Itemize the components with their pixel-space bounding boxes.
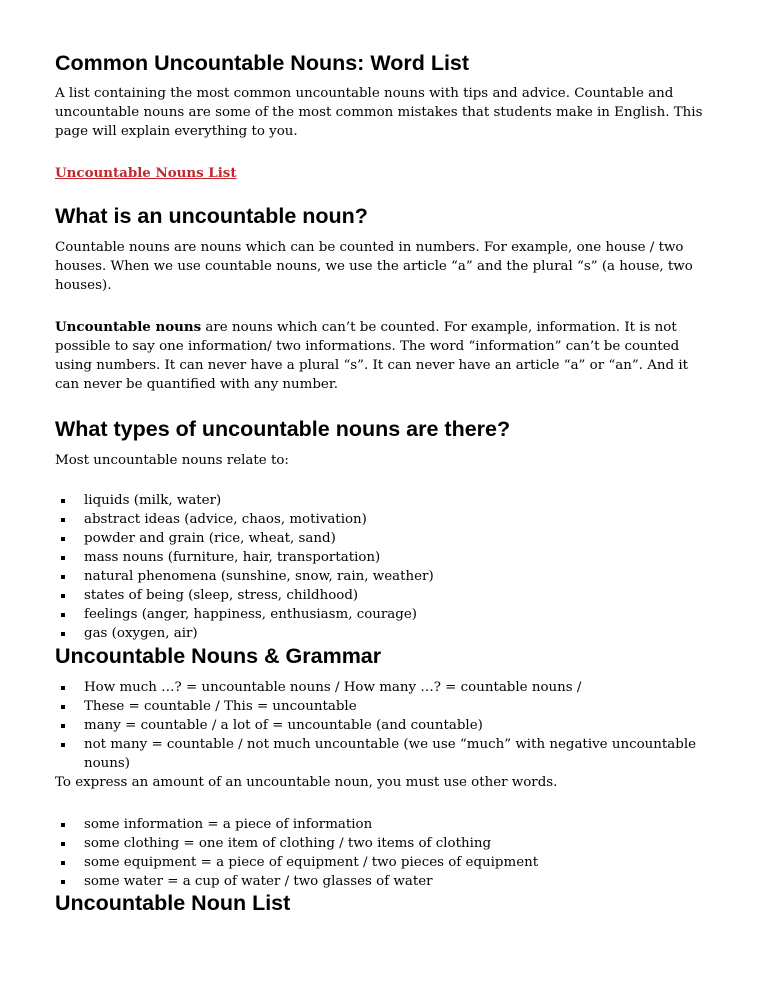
section-heading-what-is: What is an uncountable noun?: [55, 204, 368, 228]
uncountable-nouns-term: Uncountable nouns: [55, 319, 202, 335]
section-heading-grammar: Uncountable Nouns & Grammar: [55, 644, 382, 668]
list-item: some water = a cup of water / two glasses of water: [55, 872, 715, 891]
amount-note: To express an amount of an uncountable noun, you must use other words.: [55, 775, 558, 790]
list-item: feelings (anger, happiness, enthusiasm, courage): [55, 605, 715, 624]
types-intro: Most uncountable nouns relate to:: [55, 453, 289, 468]
uncountable-nouns-list-link[interactable]: Uncountable Nouns List: [55, 165, 237, 181]
list-item: powder and grain (rice, wheat, sand): [55, 529, 715, 548]
uncountable-definition-text: are nouns which can’t be counted. For example, information. It is not possible to say one information/ two informations. The word “information” can’t be counted using numbers. It can never have a plural “s”. It can never have an article “a” or “an”. And it can never be quantified with any number.: [55, 320, 688, 392]
list-item: many = countable / a lot of = uncountable (and countable): [55, 716, 715, 735]
section-heading-types: What types of uncountable nouns are there?: [55, 417, 511, 441]
list-item: some information = a piece of information: [55, 815, 715, 834]
list-item: abstract ideas (advice, chaos, motivation): [55, 510, 715, 529]
section-heading-noun-list: Uncountable Noun List: [55, 891, 291, 915]
list-item: gas (oxygen, air): [55, 624, 715, 643]
uncountable-definition-paragraph: [55, 318, 715, 394]
list-item: These = countable / This = uncountable: [55, 697, 715, 716]
grammar-list: [55, 678, 715, 773]
amount-examples-list: [55, 815, 715, 891]
list-item: natural phenomena (sunshine, snow, rain, weather): [55, 567, 715, 586]
list-item: some clothing = one item of clothing / two items of clothing: [55, 834, 715, 853]
types-list: [55, 491, 715, 643]
countable-definition-paragraph: Countable nouns are nouns which can be counted in numbers. For example, one house / two houses. When we use countable nouns, we use the article “a” and the plural “s” (a house, two houses).: [55, 240, 693, 293]
intro-paragraph: A list containing the most common uncountable nouns with tips and advice. Countable and uncountable nouns are some of the most common mistakes that students make in English. This page will explain everything to you.: [55, 86, 703, 139]
page-title: Common Uncountable Nouns: Word List: [55, 51, 470, 75]
list-item: some equipment = a piece of equipment / two pieces of equipment: [55, 853, 715, 872]
list-item: mass nouns (furniture, hair, transportation): [55, 548, 715, 567]
list-item: liquids (milk, water): [55, 491, 715, 510]
list-item: states of being (sleep, stress, childhood): [55, 586, 715, 605]
list-item: not many = countable / not much uncountable (we use “much” with negative uncountable nouns): [55, 735, 715, 773]
link-row: [55, 164, 715, 183]
list-item: How much …? = uncountable nouns / How many …? = countable nouns /: [55, 678, 715, 697]
